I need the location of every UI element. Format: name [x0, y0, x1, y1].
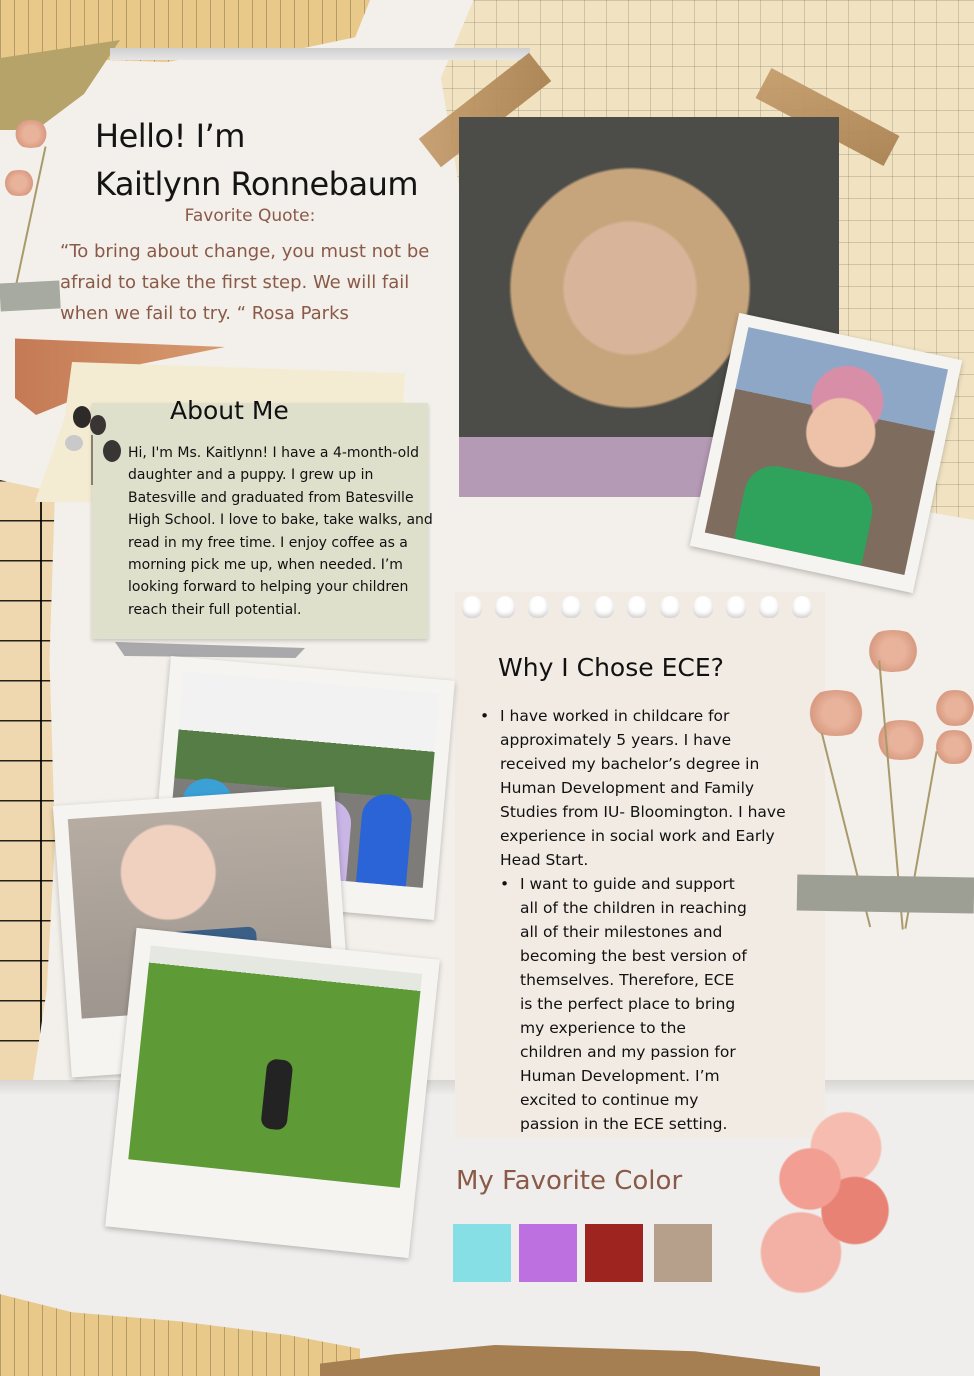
baby-polaroid-photo [690, 313, 963, 593]
color-swatch-purple [519, 1224, 577, 1282]
color-swatch-cyan [453, 1224, 511, 1282]
notepad-binding-holes [462, 596, 822, 626]
color-swatch-taupe [654, 1224, 712, 1282]
quote-text: “To bring about change, you must not be afraid to take the first step. We will fail when we fail to try. “ Rosa Parks [60, 241, 430, 324]
quote-label: Favorite Quote: [184, 206, 316, 226]
ece-title: Why I Chose ECE? [498, 653, 724, 682]
favorite-color-title: My Favorite Color [456, 1166, 683, 1196]
peony-flower-icon [738, 1095, 918, 1305]
grid-paper-strip-left [0, 480, 55, 1080]
dog-polaroid-photo [105, 928, 440, 1258]
grey-tape [0, 280, 61, 311]
page-title [95, 112, 418, 208]
grey-tape [797, 874, 974, 913]
ink-brush-stroke [115, 638, 305, 658]
ece-bullet-1: • I have worked in childcare for approximately 5 years. I have received my bachelor’s degree in Human Development and Family Studies from IU- Bloomington. I have experience in social work and Early Head Start. [480, 704, 790, 872]
ece-bullet-2: • I want to guide and support all of the children in reaching all of their milestones and becoming the best version of themselves. Therefore, ECE is the perfect place to bring my experience to the children and my passion for Human Development. I’m excited to continue my passion in the ECE setting. [500, 872, 790, 1136]
about-title: About Me [170, 396, 289, 425]
grey-band [110, 48, 530, 60]
leaf-sprig-icon [62, 405, 122, 485]
greeting-line-1: Hello! I’m [95, 117, 245, 155]
dog-image [128, 945, 422, 1187]
color-swatch-red [585, 1224, 643, 1282]
about-body: Hi, I'm Ms. Kaitlynn! I have a 4-month-old daughter and a puppy. I grew up in Batesville and graduated from Batesville High School. I love to bake, take walks, and read in my free time. I enjoy coffee as a morning pick me up, when needed. I’m looking forward to helping your children reach their full potential. [128, 445, 433, 618]
greeting-line-2: Kaitlynn Ronnebaum [95, 165, 419, 203]
ece-bullet-list [480, 704, 790, 1136]
baby-image [705, 327, 948, 575]
